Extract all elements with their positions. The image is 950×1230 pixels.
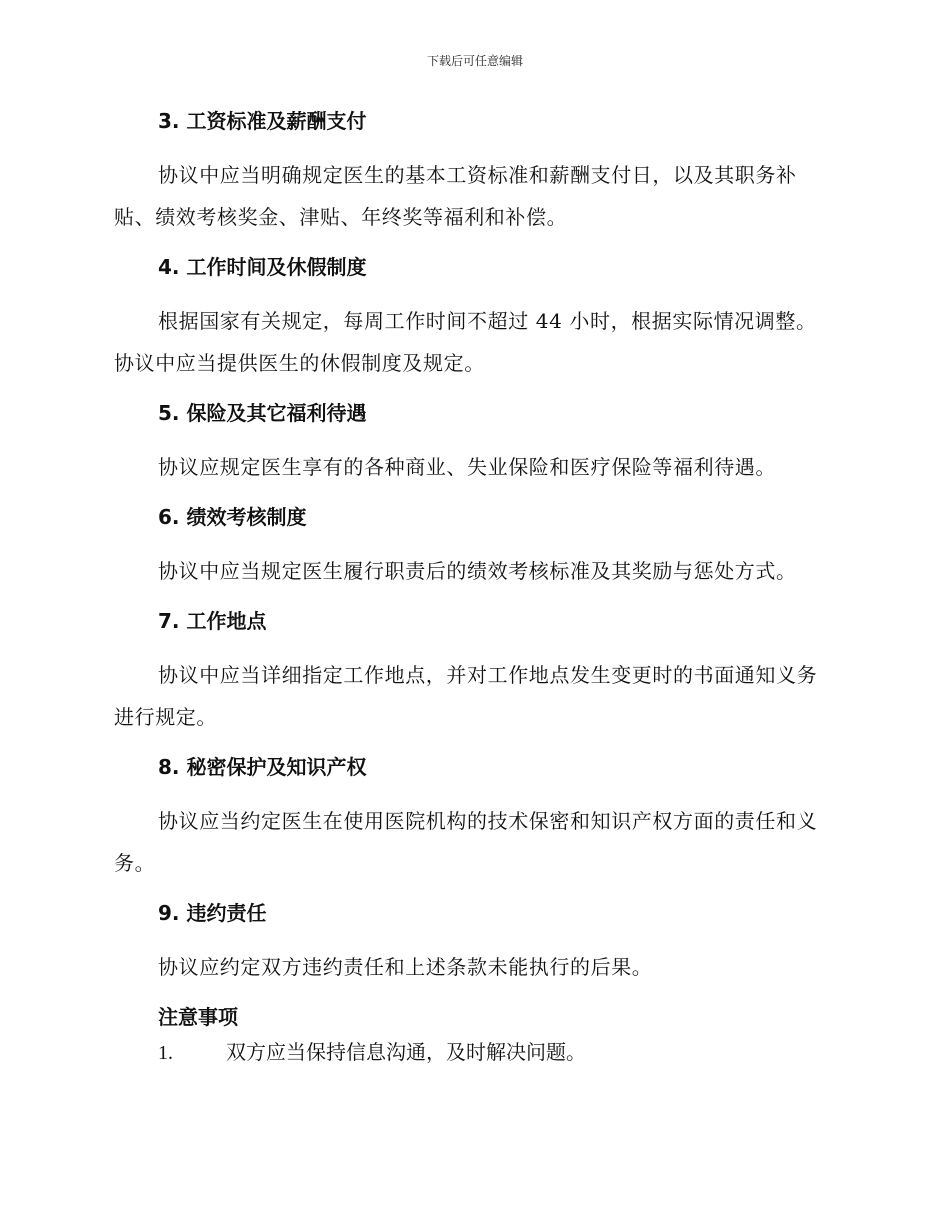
section-heading-6: 6. 绩效考核制度 bbox=[158, 505, 307, 529]
section-heading-8: 8. 秘密保护及知识产权 bbox=[158, 755, 367, 779]
section-heading-9: 9. 违约责任 bbox=[158, 901, 267, 925]
page-header: 下载后可任意编辑 bbox=[426, 54, 523, 68]
section-body-6: 协议中应当规定医生履行职责后的绩效考核标准及其奖励与惩处方式。 bbox=[158, 559, 797, 583]
section-body-8: 协议应当约定医生在使用医院机构的技术保密和知识产权方面的责任和义务。 bbox=[114, 809, 818, 875]
section-heading-5: 5. 保险及其它福利待遇 bbox=[158, 401, 367, 425]
section-heading-4: 4. 工作时间及休假制度 bbox=[158, 255, 367, 279]
section-heading-3: 3. 工资标准及薪酬支付 bbox=[158, 109, 367, 133]
section-body-3: 协议中应当明确规定医生的基本工资标准和薪酬支付日，以及其职务补贴、绩效考核奖金、津贴、年终奖等福利和补偿。 bbox=[114, 163, 797, 229]
section-heading-7: 7. 工作地点 bbox=[158, 609, 267, 633]
notes-item-text: 双方应当保持信息沟通，及时解决问题。 bbox=[226, 1040, 586, 1064]
notes-item-number: 1. bbox=[158, 1042, 173, 1064]
notes-list-item bbox=[114, 1032, 834, 1073]
notes-heading: 注意事项 bbox=[158, 1005, 238, 1029]
section-body-7: 协议中应当详细指定工作地点，并对工作地点发生变更时的书面通知义务进行规定。 bbox=[114, 663, 818, 729]
section-body-4: 根据国家有关规定，每周工作时间不超过 44 小时，根据实际情况调整。协议中应当提供医生的休假制度及规定。 bbox=[114, 309, 817, 375]
section-body-5: 协议应规定医生享有的各种商业、失业保险和医疗保险等福利待遇。 bbox=[158, 455, 776, 479]
section-body-9: 协议应约定双方违约责任和上述条款未能执行的后果。 bbox=[158, 955, 653, 979]
document-body bbox=[114, 106, 834, 1073]
